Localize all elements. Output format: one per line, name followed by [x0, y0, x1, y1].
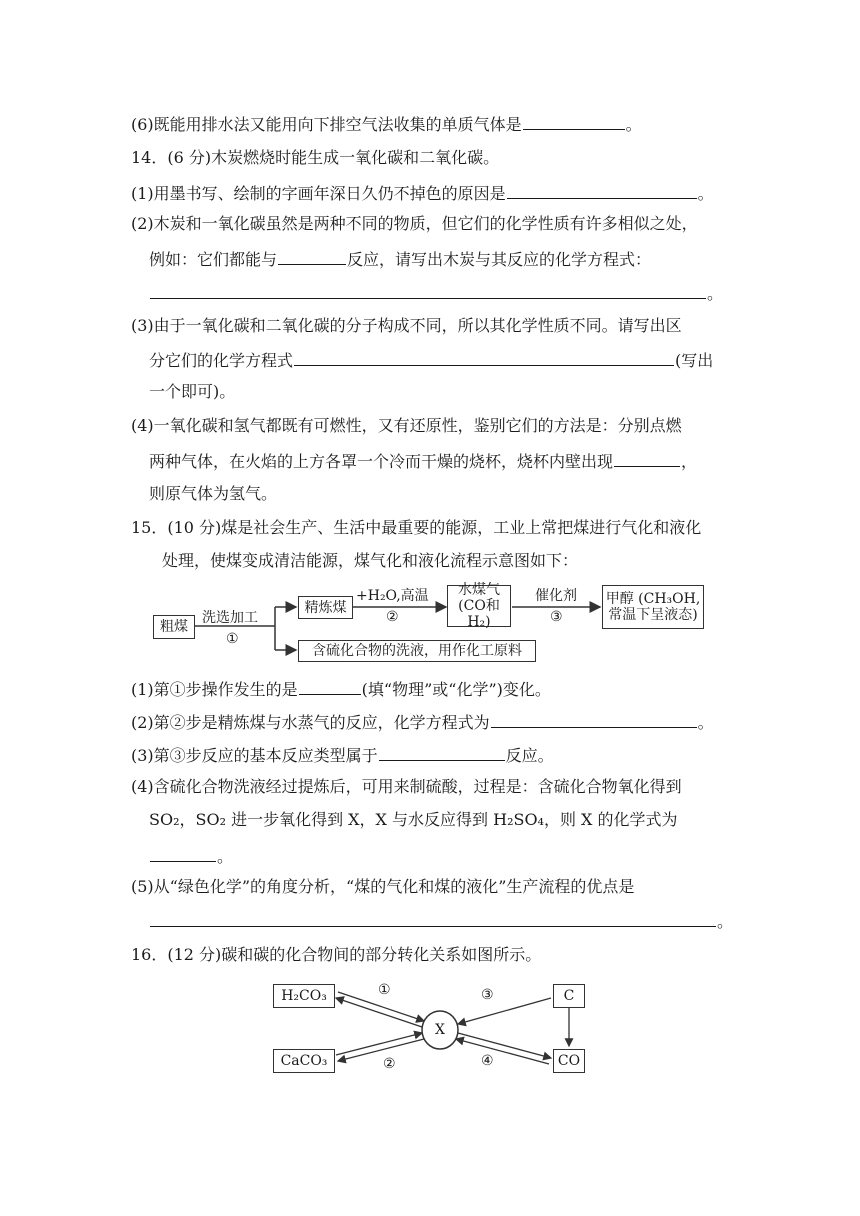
q14-part2-line2: 例如：它们都能与 反应，请写出木炭与其反应的化学方程式：	[149, 250, 652, 269]
q14-part2-line3: 。	[149, 282, 723, 304]
q14-title: 14．(6 分)木炭燃烧时能生成一氧化碳和二氧化碳。	[131, 148, 500, 167]
q14-part2-line1: (2)木炭和一氧化碳虽然是两种不同的物质，但它们的化学性质有许多相似之处，	[131, 214, 698, 233]
q15-part4-line1: (4)含硫化合物洗液经过提炼后，可用来制硫酸，过程是：含硫化合物氧化得到	[131, 777, 682, 796]
reaction-number-3: ③	[481, 987, 494, 1003]
q14-part3-line3: 一个即可)。	[149, 382, 236, 401]
q15-part2: (2)第②步是精炼煤与水蒸气的反应，化学方程式为 。	[131, 713, 714, 732]
q16-title: 16．(12 分)碳和碳的化合物间的部分转化关系如图所示。	[131, 945, 542, 964]
q14-part4-line3: 则原气体为氢气。	[149, 484, 278, 503]
reaction-number-2: ②	[383, 1056, 396, 1072]
reaction-number-1: ①	[378, 982, 391, 998]
step3-label: 催化剂	[535, 588, 577, 604]
q14-part3-line2: 分它们的化学方程式 (写出	[149, 351, 714, 370]
q15-part3: (3)第③步反应的基本反应类型属于 反应。	[131, 746, 554, 765]
q15-part4-line3: 。	[149, 845, 233, 867]
byproduct-box: 含硫化合物的洗液，用作化工原料	[298, 640, 536, 662]
q15-part5-answer: 。	[149, 910, 733, 932]
reaction-number-4: ④	[481, 1053, 494, 1069]
raw-coal-box: 粗煤	[153, 615, 195, 639]
q13-part6: (6)既能用排水法又能用向下排空气法收集的单质气体是 。	[131, 115, 642, 134]
step1-number: ①	[226, 631, 239, 647]
q13-part6-text: (6)既能用排水法又能用向下排空气法收集的单质气体是	[131, 115, 522, 134]
q15-part5: (5)从“绿色化学”的角度分析，“煤的气化和煤的液化”生产流程的优点是	[131, 877, 635, 896]
caco3-box: CaCO₃	[273, 1049, 335, 1073]
co-box: CO	[553, 1049, 585, 1073]
step2-number: ②	[386, 609, 399, 625]
q14-part3-line1: (3)由于一氧化碳和二氧化碳的分子构成不同，所以其化学性质不同。请写出区	[131, 316, 682, 335]
q15-title-line2: 处理，使煤变成清洁能源，煤气化和液化流程示意图如下：	[162, 551, 579, 570]
c-box: C	[553, 984, 585, 1008]
q15-part1: (1)第①步操作发生的是 (填“物理”或“化学”)变化。	[131, 680, 551, 699]
q14-part4-line1: (4)一氧化碳和氢气都既有可燃性，又有还原性，鉴别它们的方法是：分别点燃	[131, 416, 682, 435]
q14-part4-line2: 两种气体，在火焰的上方各罩一个冷而干燥的烧杯，烧杯内壁出现 ，	[149, 452, 698, 471]
h2co3-box: H₂CO₃	[273, 984, 335, 1008]
q15-title-line1: 15．(10 分)煤是社会生产、生活中最重要的能源，工业上常把煤进行气化和液化	[131, 518, 702, 537]
refined-coal-box: 精炼煤	[298, 596, 353, 619]
step1-label: 洗选加工	[202, 610, 258, 626]
q14-part1: (1)用墨书写、绘制的字画年深日久仍不掉色的原因是 。	[131, 184, 714, 203]
water-gas-box: 水煤气 (CO和H₂)	[447, 585, 511, 627]
x-node-label: X	[435, 1022, 445, 1038]
step2-label: +H₂O,高温	[356, 588, 429, 604]
q15-part4-line2: SO₂，SO₂ 进一步氧化得到 X，X 与水反应得到 H₂SO₄，则 X 的化学式为	[149, 810, 678, 829]
methanol-box: 甲醇 (CH₃OH, 常温下呈液态)	[602, 585, 704, 629]
step3-number: ③	[550, 609, 563, 625]
